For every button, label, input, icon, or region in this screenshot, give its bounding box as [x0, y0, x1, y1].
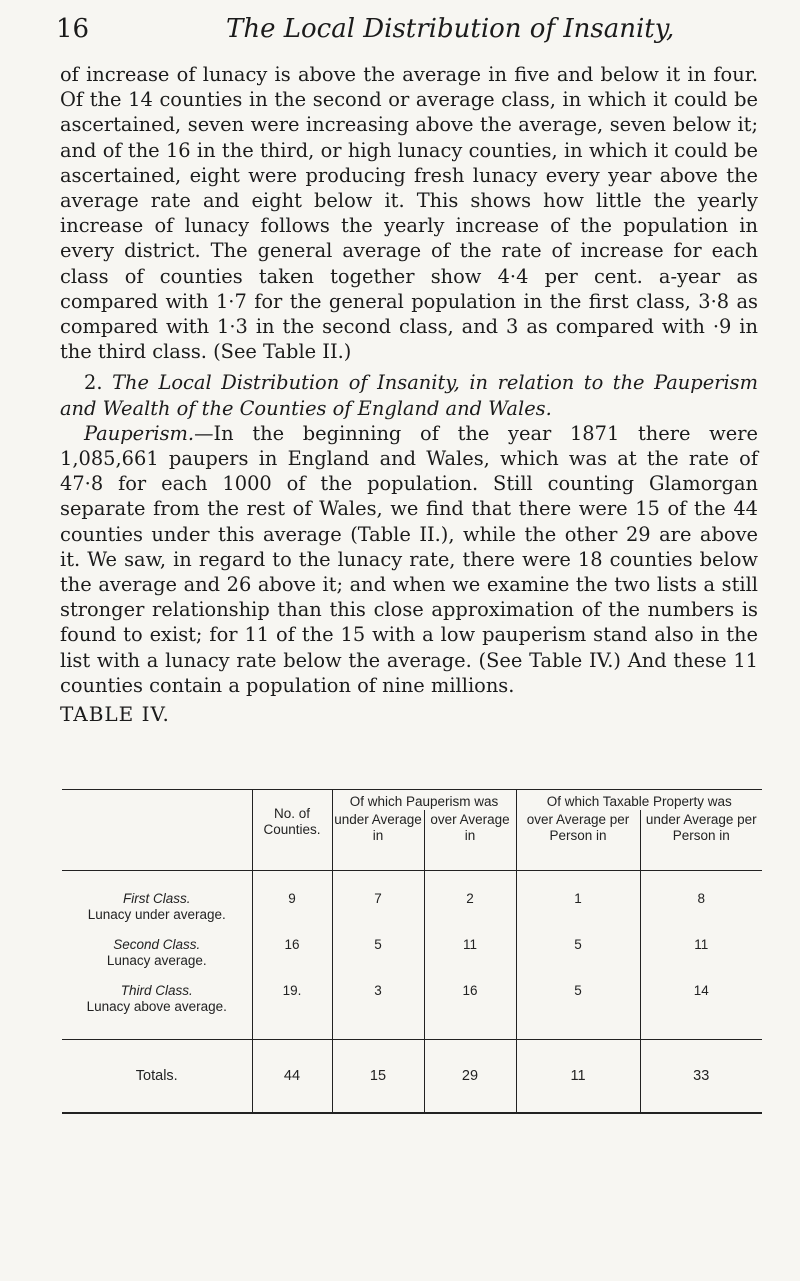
table-row — [62, 969, 762, 1040]
cell-paup-over: 2 — [424, 871, 516, 924]
paragraph-2 — [60, 421, 758, 698]
cell-prop-under: 8 — [640, 871, 762, 924]
cell-prop-over: 5 — [516, 923, 640, 969]
col-header-counties: No. of Counties. — [252, 790, 332, 871]
running-head: The Local Distribution of Insanity, — [226, 14, 675, 44]
col-header-pauperism: Of which Pauperism was — [332, 790, 516, 811]
row-class: Third Class. — [120, 983, 193, 998]
row-desc: Lunacy average. — [106, 953, 207, 968]
col-header-property-under: under Average per Person in — [640, 810, 762, 871]
table-iv — [62, 789, 762, 1114]
paragraph-2-text: —In the beginning of the year 1871 there were 1,085,661 paupers in England and Wales, which was at the rate of 47·8 for each 1000 of the population. Still counting Glamorgan separate from the rest of Wales, we find that there were 15 of the 44 counties under this average (Table II.), while the other 29 are above it. We saw, in regard to the lunacy rate, there were 18 counties below the average and 26 above it; and when we examine the two lists a still stronger relationship than this close approximation of the numbers is found to exist; for 11 of the 15 with a low pauperism stand also in the list with a lunacy rate below the average. (See Table IV.) And these 11 counties contain a population of nine millions. — [60, 421, 758, 697]
cell-paup-over: 11 — [424, 923, 516, 969]
section-number: 2. — [84, 371, 103, 395]
col-header-pauperism-under: under Average in — [332, 810, 424, 871]
page-header — [0, 14, 800, 54]
cell-paup-under: 5 — [332, 923, 424, 969]
section-heading — [60, 370, 758, 420]
body-text — [60, 62, 758, 739]
pauperism-label: Pauperism. — [84, 421, 195, 445]
section-title: The Local Distribution of Insanity, in relation to the Pauperism and Wealth of the Counties of England and Wales. — [60, 371, 758, 420]
cell-prop-over: 1 — [516, 871, 640, 924]
total-prop-under: 33 — [640, 1040, 762, 1114]
col-header-property-over: over Average per Person in — [516, 810, 640, 871]
cell-paup-under: 7 — [332, 871, 424, 924]
totals-row — [62, 1040, 762, 1114]
table-top-rule — [62, 790, 762, 811]
cell-paup-under: 3 — [332, 969, 424, 1040]
page-number: 16 — [56, 14, 90, 44]
cell-counties: 16 — [252, 923, 332, 969]
table-row — [62, 923, 762, 969]
cell-paup-over: 16 — [424, 969, 516, 1040]
row-desc: Lunacy under average. — [87, 907, 226, 922]
cell-prop-over: 5 — [516, 969, 640, 1040]
row-class: First Class. — [123, 891, 191, 906]
cell-prop-under: 14 — [640, 969, 762, 1040]
total-paup-under: 15 — [332, 1040, 424, 1114]
col-header-pauperism-over: over Average in — [424, 810, 516, 871]
cell-counties: 19. — [252, 969, 332, 1040]
total-paup-over: 29 — [424, 1040, 516, 1114]
total-prop-over: 11 — [516, 1040, 640, 1114]
total-counties: 44 — [252, 1040, 332, 1114]
table-row — [62, 871, 762, 924]
cell-prop-under: 11 — [640, 923, 762, 969]
table-title: TABLE IV. — [60, 702, 170, 727]
cell-counties: 9 — [252, 871, 332, 924]
totals-label: Totals. — [62, 1040, 252, 1114]
paragraph-1: of increase of lunacy is above the average in five and below it in four. Of the 14 counties in the second or average class, in which it could be ascertained, seven were increasing above the average, seven below it; and of the 16 in the third, or high lunacy counties, in which it could be ascertained, eight were producing fresh lunacy every year above the average rate and eight below it. This shows how little the yearly increase of lunacy follows the yearly increase of the population in every district. The general average of the rate of increase for each class of counties taken together show 4·4 per cent. a-year as compared with 1·7 for the general population in the first class, 3·8 as compared with 1·3 in the second class, and 3 as compared with ·9 in the third class. (See Table II.) — [60, 63, 758, 364]
blank-header — [62, 790, 252, 871]
col-header-property: Of which Taxable Property was — [516, 790, 762, 811]
row-class: Second Class. — [113, 937, 201, 952]
row-desc: Lunacy above average. — [86, 999, 227, 1014]
